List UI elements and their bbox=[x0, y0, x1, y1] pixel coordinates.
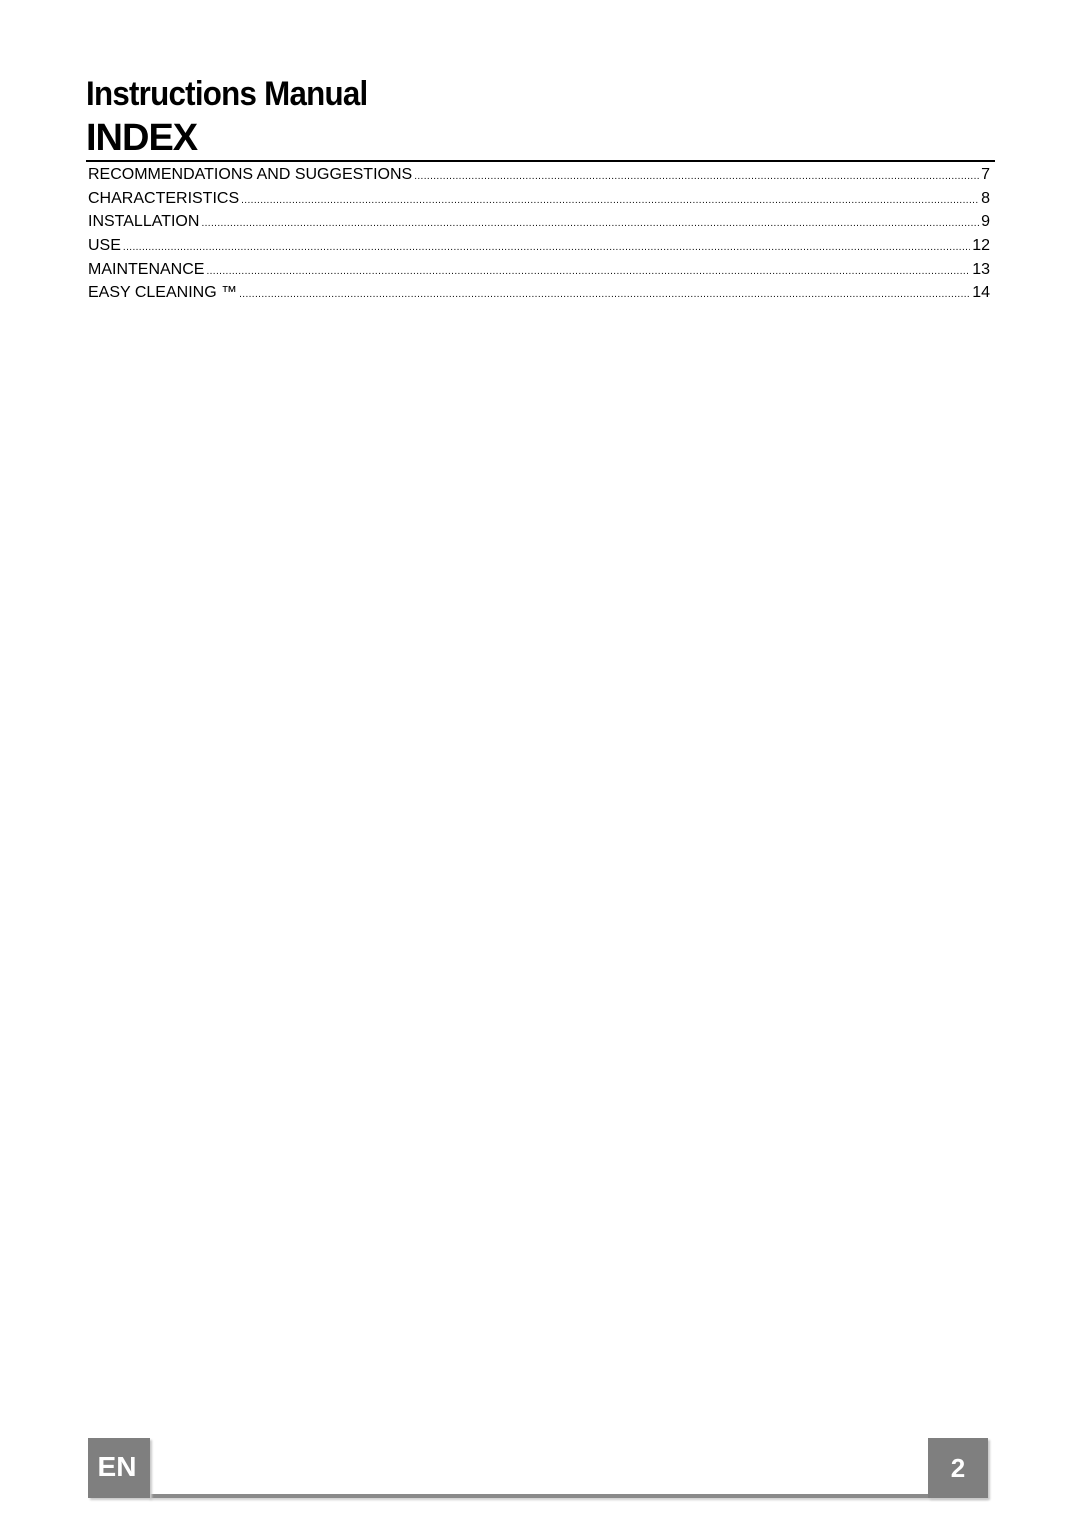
language-code: EN bbox=[97, 1451, 137, 1482]
toc-item-page: 7 bbox=[981, 166, 990, 183]
toc-item-page: 8 bbox=[981, 189, 990, 207]
toc-item-label: USE bbox=[88, 237, 121, 255]
toc-item-recommendations[interactable] bbox=[88, 164, 990, 188]
toc-item-easy-cleaning[interactable] bbox=[88, 282, 990, 306]
toc-item-characteristics[interactable] bbox=[88, 188, 990, 212]
toc-item-maintenance[interactable] bbox=[88, 259, 990, 283]
toc-item-use[interactable] bbox=[88, 235, 990, 259]
toc-item-installation[interactable] bbox=[88, 211, 990, 235]
toc-item-page: 13 bbox=[972, 260, 990, 278]
toc-item-page: 12 bbox=[972, 237, 990, 255]
toc-item-label: INSTALLATION bbox=[88, 213, 200, 231]
toc-item-label: EASY CLEANING ™ bbox=[88, 284, 238, 302]
toc-item-page: 14 bbox=[972, 284, 990, 302]
toc-item-page: 9 bbox=[981, 213, 990, 231]
table-of-contents bbox=[88, 164, 990, 306]
toc-item-label: CHARACTERISTICS bbox=[88, 189, 240, 207]
toc-dot-leader bbox=[241, 196, 979, 206]
language-badge bbox=[88, 1438, 150, 1498]
toc-item-label: RECOMMENDATIONS AND SUGGESTIONS bbox=[88, 166, 413, 183]
toc-dot-leader bbox=[414, 172, 979, 182]
page-footer bbox=[88, 1438, 988, 1502]
toc-dot-leader bbox=[201, 219, 979, 229]
toc-dot-leader bbox=[239, 290, 970, 300]
page-number: 2 bbox=[950, 1453, 966, 1483]
toc-dot-leader bbox=[123, 243, 970, 253]
index-heading: INDEX bbox=[86, 117, 198, 159]
footer-bar bbox=[150, 1494, 988, 1498]
page-number-badge bbox=[928, 1438, 988, 1498]
document-title: Instructions Manual bbox=[86, 75, 368, 113]
toc-dot-leader bbox=[206, 267, 970, 277]
heading-rule bbox=[86, 160, 995, 162]
toc-item-label: MAINTENANCE bbox=[88, 260, 205, 278]
